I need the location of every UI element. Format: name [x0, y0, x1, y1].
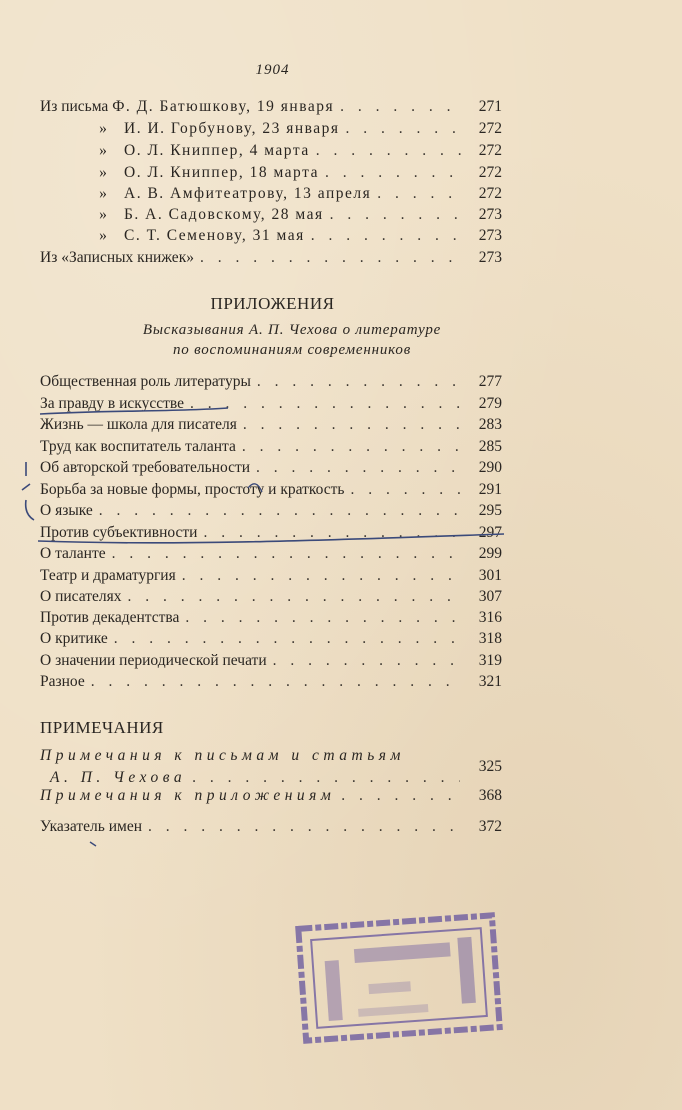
- toc-page-number: 307: [478, 588, 502, 605]
- toc-page-number: 272: [478, 185, 502, 202]
- toc-page-number: 299: [478, 545, 502, 562]
- toc-entry-title: Из «Записных книжек»: [40, 249, 194, 266]
- toc-entry-title: О критике: [40, 630, 108, 647]
- toc-row-appendix[interactable]: [40, 393, 502, 415]
- toc-page-number: 273: [478, 227, 502, 244]
- toc-entry-title: Борьба за новые формы, простоту и краткость: [40, 481, 345, 498]
- leader-dots: [182, 565, 462, 587]
- toc-page-number: 301: [478, 567, 502, 584]
- toc-page-number: 321: [478, 673, 502, 690]
- toc-page-number: 291: [478, 481, 502, 498]
- toc-row-appendix[interactable]: [40, 671, 502, 693]
- toc-entry-title: Из письма Ф. Д. Батюшкову, 19 января: [40, 98, 335, 115]
- toc-page-number: 273: [478, 206, 502, 223]
- leader-dots: [377, 183, 462, 205]
- toc-row-letter[interactable]: [82, 183, 502, 205]
- leader-dots: [190, 393, 462, 415]
- toc-row-letter[interactable]: [40, 96, 502, 118]
- leader-dots: [91, 671, 462, 693]
- toc-entry-title: » Б. А. Садовскому, 28 мая: [99, 206, 324, 223]
- toc-row-letter[interactable]: [82, 162, 502, 184]
- leader-dots: [316, 140, 462, 162]
- toc-page-number: 285: [478, 438, 502, 455]
- leader-dots: [203, 522, 462, 544]
- toc-page-number: 277: [478, 373, 502, 390]
- toc-page-number: 372: [478, 818, 502, 835]
- toc-row-appendix[interactable]: [40, 543, 502, 565]
- appendix-subtitle-line1: Высказывания А. П. Чехова о литературе: [142, 322, 442, 338]
- toc-row-notebooks[interactable]: [40, 247, 502, 269]
- toc-entry-title-line2: А. П. Чехова: [50, 769, 187, 786]
- toc-row-appendix[interactable]: [40, 650, 502, 672]
- leader-dots: [330, 204, 462, 226]
- toc-row-letter[interactable]: [82, 204, 502, 226]
- toc-row-appendix[interactable]: [40, 371, 502, 393]
- toc-row-appendix[interactable]: [40, 479, 502, 501]
- toc-entry-title: О таланте: [40, 545, 106, 562]
- toc-entry-title: » С. Т. Семенову, 31 мая: [99, 227, 305, 244]
- toc-entry-title: Против декадентства: [40, 609, 180, 626]
- library-stamp: [292, 909, 506, 1047]
- leader-dots: [114, 628, 462, 650]
- leader-dots: [350, 479, 462, 501]
- leader-dots: [242, 436, 462, 458]
- leader-dots: [99, 500, 462, 522]
- leader-dots: [325, 162, 462, 184]
- toc-page-number: 316: [478, 609, 502, 626]
- toc-entry-title: » А. В. Амфитеатрову, 13 апреля: [99, 185, 372, 202]
- leader-dots: [127, 586, 462, 608]
- toc-entry-title-line1: Примечания к письмам и статьям: [40, 747, 405, 764]
- leader-dots: [256, 457, 462, 479]
- toc-row-letter[interactable]: [82, 140, 502, 162]
- toc-row-appendix[interactable]: [40, 500, 502, 522]
- toc-entry-title: Об авторской требовательности: [40, 459, 251, 476]
- toc-entry-title: » И. И. Горбунову, 23 января: [99, 120, 340, 137]
- leader-dots: [341, 785, 462, 807]
- toc-entry-title: Труд как воспитатель таланта: [40, 438, 236, 455]
- toc-row-letter[interactable]: [82, 118, 502, 140]
- leader-dots: [112, 543, 462, 565]
- toc-page-number: 295: [478, 502, 502, 519]
- toc-row-appendix[interactable]: [40, 414, 502, 436]
- toc-page-number: 271: [478, 98, 502, 115]
- leader-dots: [200, 247, 462, 269]
- leader-dots: [340, 96, 462, 118]
- toc-entry-title: Указатель имен: [40, 818, 142, 835]
- toc-row-notes-appendix[interactable]: [40, 785, 502, 807]
- page-number: 1904: [255, 62, 290, 78]
- toc-entry-title: За правду в искусстве: [40, 395, 184, 412]
- toc-page-number: 318: [478, 630, 502, 647]
- pen-margin-bracket: [22, 462, 34, 520]
- appendix-subtitle-line2: по воспоминаниям современников: [172, 342, 412, 358]
- toc-page-number: 368: [478, 787, 502, 804]
- toc-entry-title: Примечания к приложениям: [40, 787, 336, 804]
- leader-dots: [148, 816, 462, 838]
- toc-row-appendix[interactable]: [40, 522, 502, 544]
- leader-dots: [243, 414, 462, 436]
- toc-page-number: 283: [478, 416, 502, 433]
- toc-row-appendix[interactable]: [40, 628, 502, 650]
- leader-dots: [273, 650, 462, 672]
- toc-entry-title: О писателях: [40, 588, 122, 605]
- toc-page-number: 272: [478, 142, 502, 159]
- toc-entry-title: О значении периодической печати: [40, 652, 267, 669]
- toc-entry-title: Театр и драматургия: [40, 567, 176, 584]
- toc-row-appendix[interactable]: [40, 607, 502, 629]
- appendix-heading: ПРИЛОЖЕНИЯ: [210, 294, 335, 313]
- notes-heading: ПРИМЕЧАНИЯ: [40, 718, 164, 737]
- leader-dots: [185, 607, 462, 629]
- leader-dots: [311, 225, 462, 247]
- toc-row-notes-letters[interactable]: [40, 745, 502, 789]
- leader-dots: [346, 118, 463, 140]
- toc-row-appendix[interactable]: [40, 586, 502, 608]
- toc-entry-title: » О. Л. Книппер, 18 марта: [99, 164, 319, 181]
- toc-page-number: 272: [478, 164, 502, 181]
- toc-row-appendix[interactable]: [40, 565, 502, 587]
- toc-page-number: 319: [478, 652, 502, 669]
- toc-row-letter[interactable]: [82, 225, 502, 247]
- leader-dots: [257, 371, 462, 393]
- toc-page-number: 272: [478, 120, 502, 137]
- toc-page-number: 325: [478, 758, 502, 775]
- toc-page-number: 290: [478, 459, 502, 476]
- toc-entry-title: Жизнь — школа для писателя: [40, 416, 237, 433]
- toc-row-appendix[interactable]: [40, 457, 502, 479]
- toc-row-appendix[interactable]: [40, 436, 502, 458]
- toc-entry-title: Общественная роль литературы: [40, 373, 251, 390]
- toc-page-number: 297: [478, 524, 502, 541]
- toc-page-number: 273: [478, 249, 502, 266]
- toc-entry-title: » О. Л. Книппер, 4 марта: [99, 142, 310, 159]
- pen-tick-mark: [90, 842, 96, 846]
- toc-entry-title: Разное: [40, 673, 85, 690]
- toc-entry-title: О языке: [40, 502, 93, 519]
- toc-entry-title: Против субъективности: [40, 524, 198, 541]
- toc-page-number: 279: [478, 395, 502, 412]
- toc-row-index[interactable]: [40, 816, 502, 838]
